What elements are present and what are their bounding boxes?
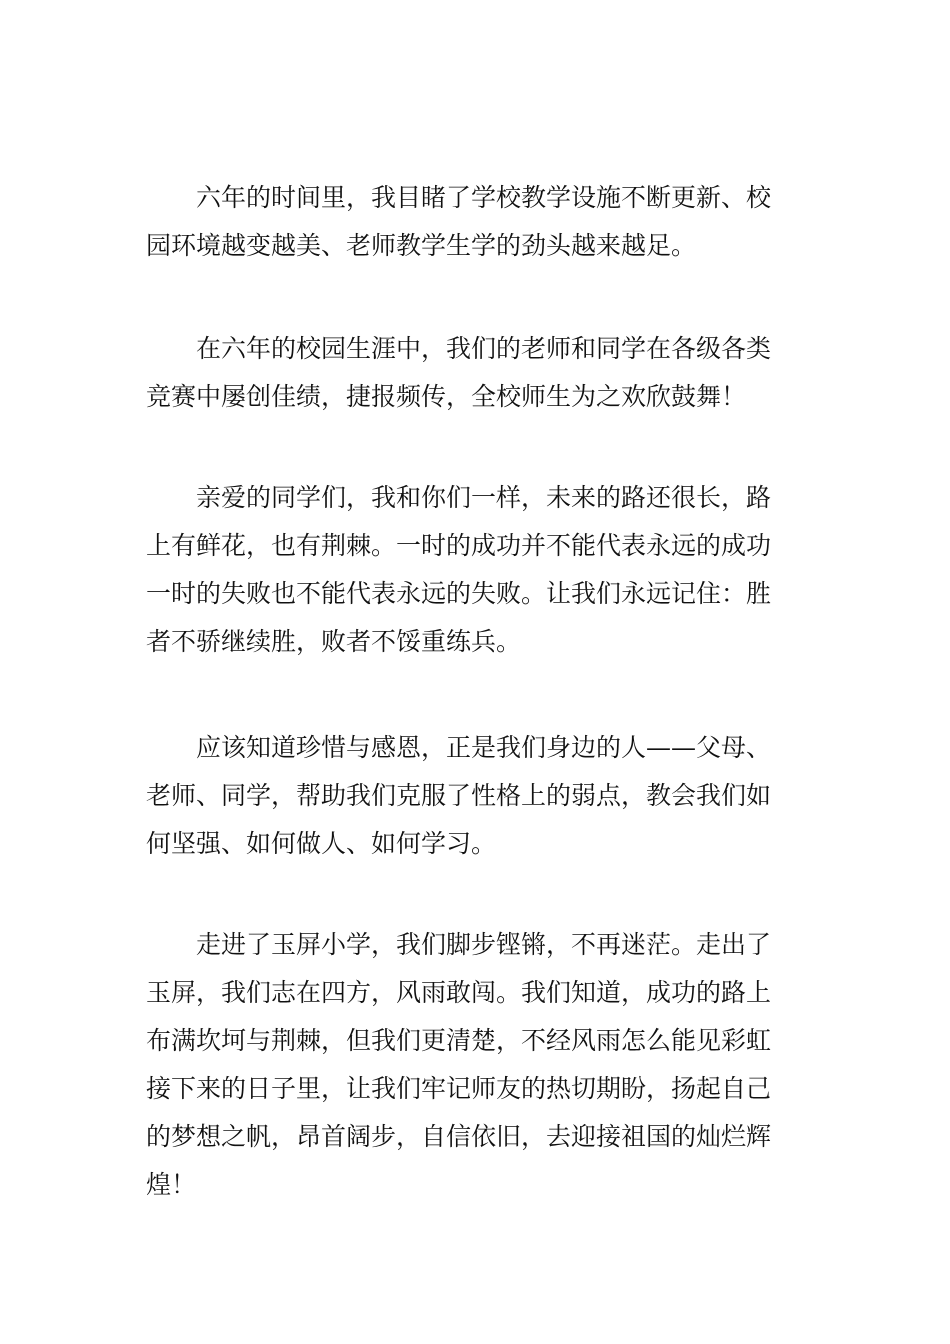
paragraph-line: 的梦想之帆，昂首阔步，自信依旧，去迎接祖国的灿烂辉 bbox=[146, 1122, 772, 1151]
paragraph-line: 布满坎坷与荆棘，但我们更清楚，不经风雨怎么能见彩虹 bbox=[146, 1026, 772, 1055]
paragraph-line: 六年的时间里，我目睹了学校教学设施不断更新、校 bbox=[196, 183, 772, 212]
paragraph-line: 在六年的校园生涯中，我们的老师和同学在各级各类 bbox=[196, 334, 772, 363]
paragraph-line: 何坚强、如何做人、如何学习。 bbox=[146, 829, 497, 858]
paragraph-line: 者不骄继续胜，败者不馁重练兵。 bbox=[146, 627, 522, 656]
paragraph-line: 玉屏，我们志在四方，风雨敢闯。我们知道，成功的路上 bbox=[146, 978, 772, 1007]
paragraph-line: 接下来的日子里，让我们牢记师友的热切期盼，扬起自己 bbox=[146, 1074, 772, 1103]
paragraph-line: 应该知道珍惜与感恩，正是我们身边的人——父母、 bbox=[196, 733, 772, 762]
paragraph-line: 煌！ bbox=[146, 1170, 197, 1199]
paragraph-line: 上有鲜花，也有荆棘。一时的成功并不能代表永远的成功 bbox=[146, 531, 772, 560]
paragraph-line: 走进了玉屏小学，我们脚步铿锵，不再迷茫。走出了 bbox=[196, 930, 772, 959]
paragraph-line: 竞赛中屡创佳绩，捷报频传，全校师生为之欢欣鼓舞！ bbox=[146, 382, 747, 411]
paragraph-line: 老师、同学，帮助我们克服了性格上的弱点，教会我们如 bbox=[146, 781, 772, 810]
paragraph-line: 一时的失败也不能代表永远的失败。让我们永远记住：胜 bbox=[146, 579, 772, 608]
paragraph-line: 亲爱的同学们，我和你们一样，未来的路还很长，路 bbox=[196, 483, 772, 512]
paragraph-line: 园环境越变越美、老师教学生学的劲头越来越足。 bbox=[146, 231, 697, 260]
